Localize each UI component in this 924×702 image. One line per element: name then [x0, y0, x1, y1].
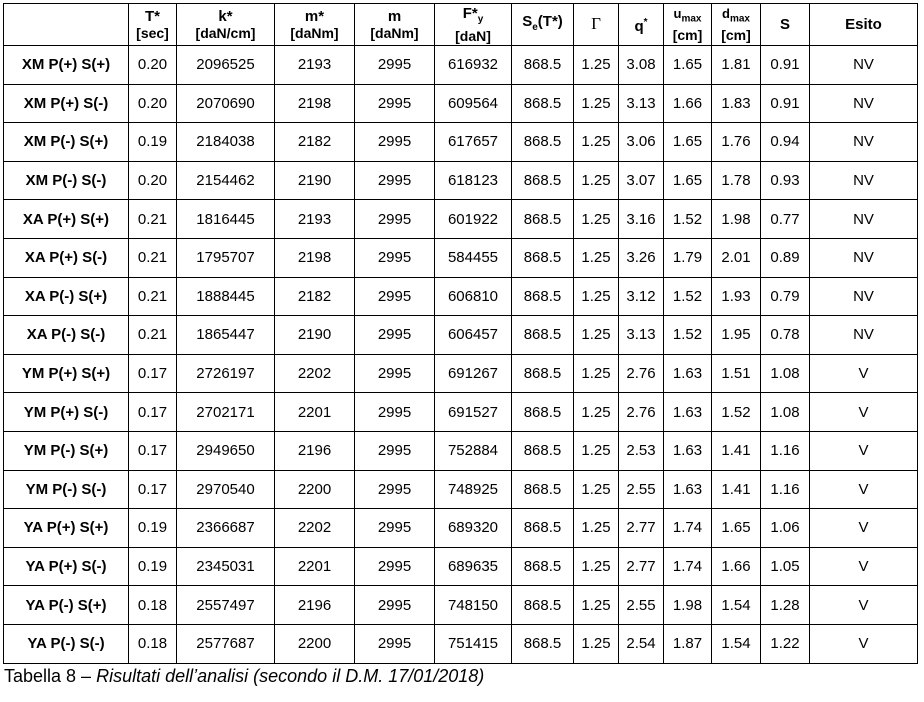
cell-dmax: 1.54 — [712, 586, 761, 625]
cell-q: 3.06 — [619, 123, 664, 162]
cell-q: 3.13 — [619, 316, 664, 355]
results-table — [3, 3, 918, 664]
cell-esito: V — [810, 509, 918, 548]
table-row — [4, 393, 918, 432]
cell-t: 0.20 — [129, 84, 177, 123]
cell-s: 1.05 — [761, 547, 810, 586]
cell-mstar: 2198 — [275, 238, 355, 277]
cell-q: 3.07 — [619, 161, 664, 200]
cell-k: 2970540 — [177, 470, 275, 509]
cell-k: 2726197 — [177, 354, 275, 393]
cell-s: 0.93 — [761, 161, 810, 200]
cell-umax: 1.74 — [664, 509, 712, 548]
cell-esito: NV — [810, 46, 918, 85]
cell-fy: 748925 — [435, 470, 512, 509]
cell-mstar: 2190 — [275, 316, 355, 355]
cell-dmax: 1.52 — [712, 393, 761, 432]
cell-s: 1.22 — [761, 624, 810, 663]
cell-m: 2995 — [355, 431, 435, 470]
cell-mstar: 2202 — [275, 509, 355, 548]
cell-m: 2995 — [355, 46, 435, 85]
cell-umax: 1.63 — [664, 354, 712, 393]
cell-se: 868.5 — [512, 547, 574, 586]
header-esito: Esito — [810, 4, 918, 46]
cell-t: 0.21 — [129, 200, 177, 239]
cell-gamma: 1.25 — [574, 354, 619, 393]
cell-fy: 606457 — [435, 316, 512, 355]
header-row — [4, 4, 918, 46]
cell-esito: NV — [810, 277, 918, 316]
cell-fy: 616932 — [435, 46, 512, 85]
cell-k: 1816445 — [177, 200, 275, 239]
cell-dmax: 1.51 — [712, 354, 761, 393]
cell-fy: 689320 — [435, 509, 512, 548]
cell-q: 3.12 — [619, 277, 664, 316]
cell-q: 3.13 — [619, 84, 664, 123]
cell-se: 868.5 — [512, 316, 574, 355]
cell-s: 1.08 — [761, 393, 810, 432]
cell-t: 0.21 — [129, 316, 177, 355]
cell-mstar: 2196 — [275, 431, 355, 470]
cell-umax: 1.63 — [664, 393, 712, 432]
cell-t: 0.17 — [129, 354, 177, 393]
cell-mstar: 2198 — [275, 84, 355, 123]
cell-fy: 752884 — [435, 431, 512, 470]
cell-mstar: 2182 — [275, 277, 355, 316]
cell-esito: V — [810, 547, 918, 586]
cell-gamma: 1.25 — [574, 470, 619, 509]
header-q: q* — [619, 4, 664, 46]
cell-k: 1888445 — [177, 277, 275, 316]
table-row — [4, 84, 918, 123]
cell-k: 2557497 — [177, 586, 275, 625]
cell-t: 0.21 — [129, 238, 177, 277]
cell-umax: 1.52 — [664, 200, 712, 239]
cell-umax: 1.79 — [664, 238, 712, 277]
cell-se: 868.5 — [512, 161, 574, 200]
cell-se: 868.5 — [512, 586, 574, 625]
cell-k: 2949650 — [177, 431, 275, 470]
cell-fy: 748150 — [435, 586, 512, 625]
row-label: YA P(+) S(-) — [4, 547, 129, 586]
row-label: XA P(-) S(-) — [4, 316, 129, 355]
cell-q: 3.26 — [619, 238, 664, 277]
cell-mstar: 2193 — [275, 200, 355, 239]
cell-t: 0.21 — [129, 277, 177, 316]
cell-s: 1.08 — [761, 354, 810, 393]
cell-esito: NV — [810, 200, 918, 239]
cell-gamma: 1.25 — [574, 277, 619, 316]
cell-k: 2070690 — [177, 84, 275, 123]
cell-se: 868.5 — [512, 354, 574, 393]
cell-esito: V — [810, 624, 918, 663]
cell-fy: 691267 — [435, 354, 512, 393]
row-label: YA P(-) S(-) — [4, 624, 129, 663]
cell-m: 2995 — [355, 161, 435, 200]
table-row — [4, 200, 918, 239]
table-row — [4, 161, 918, 200]
cell-mstar: 2190 — [275, 161, 355, 200]
header-mstar: m* [daNm] — [275, 4, 355, 46]
cell-gamma: 1.25 — [574, 547, 619, 586]
table-body — [4, 46, 918, 664]
cell-se: 868.5 — [512, 200, 574, 239]
row-label: XM P(-) S(+) — [4, 123, 129, 162]
cell-umax: 1.65 — [664, 161, 712, 200]
header-s: S — [761, 4, 810, 46]
row-label: YM P(-) S(+) — [4, 431, 129, 470]
cell-t: 0.18 — [129, 586, 177, 625]
cell-q: 3.08 — [619, 46, 664, 85]
cell-q: 2.53 — [619, 431, 664, 470]
caption-prefix: Tabella 8 – — [4, 666, 97, 686]
table-row — [4, 431, 918, 470]
header-dmax: $d_{max}$ [cm] — [712, 4, 761, 46]
cell-s: 0.79 — [761, 277, 810, 316]
cell-dmax: 1.66 — [712, 547, 761, 586]
cell-umax: 1.87 — [664, 624, 712, 663]
cell-umax: 1.52 — [664, 277, 712, 316]
cell-umax: 1.98 — [664, 586, 712, 625]
cell-k: 2184038 — [177, 123, 275, 162]
cell-q: 2.76 — [619, 354, 664, 393]
cell-t: 0.17 — [129, 431, 177, 470]
cell-gamma: 1.25 — [574, 238, 619, 277]
cell-m: 2995 — [355, 509, 435, 548]
cell-dmax: 1.65 — [712, 509, 761, 548]
cell-se: 868.5 — [512, 624, 574, 663]
row-label: YM P(+) S(+) — [4, 354, 129, 393]
cell-umax: 1.65 — [664, 46, 712, 85]
cell-s: 0.78 — [761, 316, 810, 355]
cell-fy: 584455 — [435, 238, 512, 277]
cell-esito: NV — [810, 238, 918, 277]
cell-t: 0.20 — [129, 161, 177, 200]
cell-q: 2.77 — [619, 547, 664, 586]
cell-m: 2995 — [355, 624, 435, 663]
cell-m: 2995 — [355, 547, 435, 586]
table-caption — [4, 666, 484, 687]
cell-s: 1.28 — [761, 586, 810, 625]
cell-esito: V — [810, 393, 918, 432]
cell-m: 2995 — [355, 316, 435, 355]
cell-se: 868.5 — [512, 123, 574, 162]
cell-s: 1.16 — [761, 431, 810, 470]
cell-s: 0.91 — [761, 84, 810, 123]
cell-t: 0.18 — [129, 624, 177, 663]
table-row — [4, 624, 918, 663]
cell-gamma: 1.25 — [574, 84, 619, 123]
cell-m: 2995 — [355, 393, 435, 432]
table-row — [4, 277, 918, 316]
cell-q: 2.77 — [619, 509, 664, 548]
table-row — [4, 123, 918, 162]
cell-q: 2.55 — [619, 586, 664, 625]
cell-q: 2.54 — [619, 624, 664, 663]
row-label: XM P(+) S(-) — [4, 84, 129, 123]
cell-gamma: 1.25 — [574, 431, 619, 470]
cell-gamma: 1.25 — [574, 316, 619, 355]
cell-se: 868.5 — [512, 470, 574, 509]
cell-se: 868.5 — [512, 238, 574, 277]
row-label: YM P(-) S(-) — [4, 470, 129, 509]
cell-s: 1.16 — [761, 470, 810, 509]
cell-umax: 1.63 — [664, 431, 712, 470]
cell-se: 868.5 — [512, 277, 574, 316]
cell-fy: 691527 — [435, 393, 512, 432]
cell-k: 1865447 — [177, 316, 275, 355]
cell-gamma: 1.25 — [574, 46, 619, 85]
cell-se: 868.5 — [512, 46, 574, 85]
cell-m: 2995 — [355, 470, 435, 509]
cell-q: 3.16 — [619, 200, 664, 239]
cell-dmax: 1.41 — [712, 470, 761, 509]
cell-se: 868.5 — [512, 84, 574, 123]
cell-q: 2.55 — [619, 470, 664, 509]
cell-gamma: 1.25 — [574, 393, 619, 432]
cell-se: 868.5 — [512, 431, 574, 470]
cell-gamma: 1.25 — [574, 586, 619, 625]
row-label: XA P(-) S(+) — [4, 277, 129, 316]
cell-mstar: 2200 — [275, 470, 355, 509]
row-label: YA P(+) S(+) — [4, 509, 129, 548]
cell-s: 0.91 — [761, 46, 810, 85]
cell-m: 2995 — [355, 586, 435, 625]
cell-m: 2995 — [355, 123, 435, 162]
cell-gamma: 1.25 — [574, 200, 619, 239]
row-label: XA P(+) S(-) — [4, 238, 129, 277]
row-label: YA P(-) S(+) — [4, 586, 129, 625]
cell-dmax: 1.83 — [712, 84, 761, 123]
cell-m: 2995 — [355, 200, 435, 239]
cell-m: 2995 — [355, 277, 435, 316]
cell-mstar: 2196 — [275, 586, 355, 625]
cell-dmax: 1.81 — [712, 46, 761, 85]
cell-q: 2.76 — [619, 393, 664, 432]
caption-text: Risultati dell’analisi (secondo il D.M. 17/01/2018) — [96, 666, 485, 686]
cell-fy: 689635 — [435, 547, 512, 586]
cell-umax: 1.74 — [664, 547, 712, 586]
cell-umax: 1.66 — [664, 84, 712, 123]
cell-k: 2154462 — [177, 161, 275, 200]
header-k: k* [daN/cm] — [177, 4, 275, 46]
cell-esito: V — [810, 586, 918, 625]
cell-mstar: 2200 — [275, 624, 355, 663]
cell-umax: 1.65 — [664, 123, 712, 162]
cell-fy: 618123 — [435, 161, 512, 200]
cell-t: 0.17 — [129, 470, 177, 509]
cell-se: 868.5 — [512, 393, 574, 432]
cell-fy: 609564 — [435, 84, 512, 123]
table-row — [4, 354, 918, 393]
cell-t: 0.20 — [129, 46, 177, 85]
cell-dmax: 1.95 — [712, 316, 761, 355]
cell-esito: NV — [810, 161, 918, 200]
cell-m: 2995 — [355, 84, 435, 123]
header-m: m [daNm] — [355, 4, 435, 46]
cell-dmax: 1.78 — [712, 161, 761, 200]
cell-t: 0.19 — [129, 509, 177, 548]
header-t: T* [sec] — [129, 4, 177, 46]
cell-dmax: 1.41 — [712, 431, 761, 470]
cell-gamma: 1.25 — [574, 624, 619, 663]
cell-dmax: 2.01 — [712, 238, 761, 277]
cell-gamma: 1.25 — [574, 161, 619, 200]
cell-s: 0.89 — [761, 238, 810, 277]
table-row — [4, 316, 918, 355]
cell-t: 0.19 — [129, 123, 177, 162]
cell-dmax: 1.76 — [712, 123, 761, 162]
cell-fy: 617657 — [435, 123, 512, 162]
cell-esito: NV — [810, 84, 918, 123]
table-row — [4, 470, 918, 509]
row-label: XA P(+) S(+) — [4, 200, 129, 239]
cell-mstar: 2202 — [275, 354, 355, 393]
table-row — [4, 547, 918, 586]
cell-m: 2995 — [355, 354, 435, 393]
cell-dmax: 1.98 — [712, 200, 761, 239]
cell-s: 1.06 — [761, 509, 810, 548]
cell-k: 2702171 — [177, 393, 275, 432]
cell-fy: 606810 — [435, 277, 512, 316]
header-gamma: Γ — [574, 4, 619, 46]
table-row — [4, 46, 918, 85]
table-row — [4, 238, 918, 277]
cell-s: 0.94 — [761, 123, 810, 162]
cell-m: 2995 — [355, 238, 435, 277]
cell-k: 2577687 — [177, 624, 275, 663]
table-row — [4, 586, 918, 625]
cell-umax: 1.52 — [664, 316, 712, 355]
cell-dmax: 1.54 — [712, 624, 761, 663]
cell-k: 1795707 — [177, 238, 275, 277]
cell-s: 0.77 — [761, 200, 810, 239]
header-fy: $F*_y$ [daN] — [435, 4, 512, 46]
header-label-col — [4, 4, 129, 46]
cell-k: 2366687 — [177, 509, 275, 548]
cell-esito: V — [810, 431, 918, 470]
row-label: XM P(-) S(-) — [4, 161, 129, 200]
header-se: $S_e(T*)$ — [512, 4, 574, 46]
cell-gamma: 1.25 — [574, 123, 619, 162]
header-umax: $u_{max}$ [cm] — [664, 4, 712, 46]
cell-gamma: 1.25 — [574, 509, 619, 548]
cell-k: 2345031 — [177, 547, 275, 586]
cell-fy: 601922 — [435, 200, 512, 239]
cell-mstar: 2201 — [275, 547, 355, 586]
cell-mstar: 2193 — [275, 46, 355, 85]
cell-umax: 1.63 — [664, 470, 712, 509]
row-label: XM P(+) S(+) — [4, 46, 129, 85]
cell-se: 868.5 — [512, 509, 574, 548]
cell-esito: V — [810, 470, 918, 509]
cell-t: 0.19 — [129, 547, 177, 586]
cell-t: 0.17 — [129, 393, 177, 432]
cell-esito: V — [810, 354, 918, 393]
cell-k: 2096525 — [177, 46, 275, 85]
cell-mstar: 2182 — [275, 123, 355, 162]
cell-mstar: 2201 — [275, 393, 355, 432]
cell-esito: NV — [810, 316, 918, 355]
row-label: YM P(+) S(-) — [4, 393, 129, 432]
table-row — [4, 509, 918, 548]
cell-fy: 751415 — [435, 624, 512, 663]
cell-esito: NV — [810, 123, 918, 162]
cell-dmax: 1.93 — [712, 277, 761, 316]
